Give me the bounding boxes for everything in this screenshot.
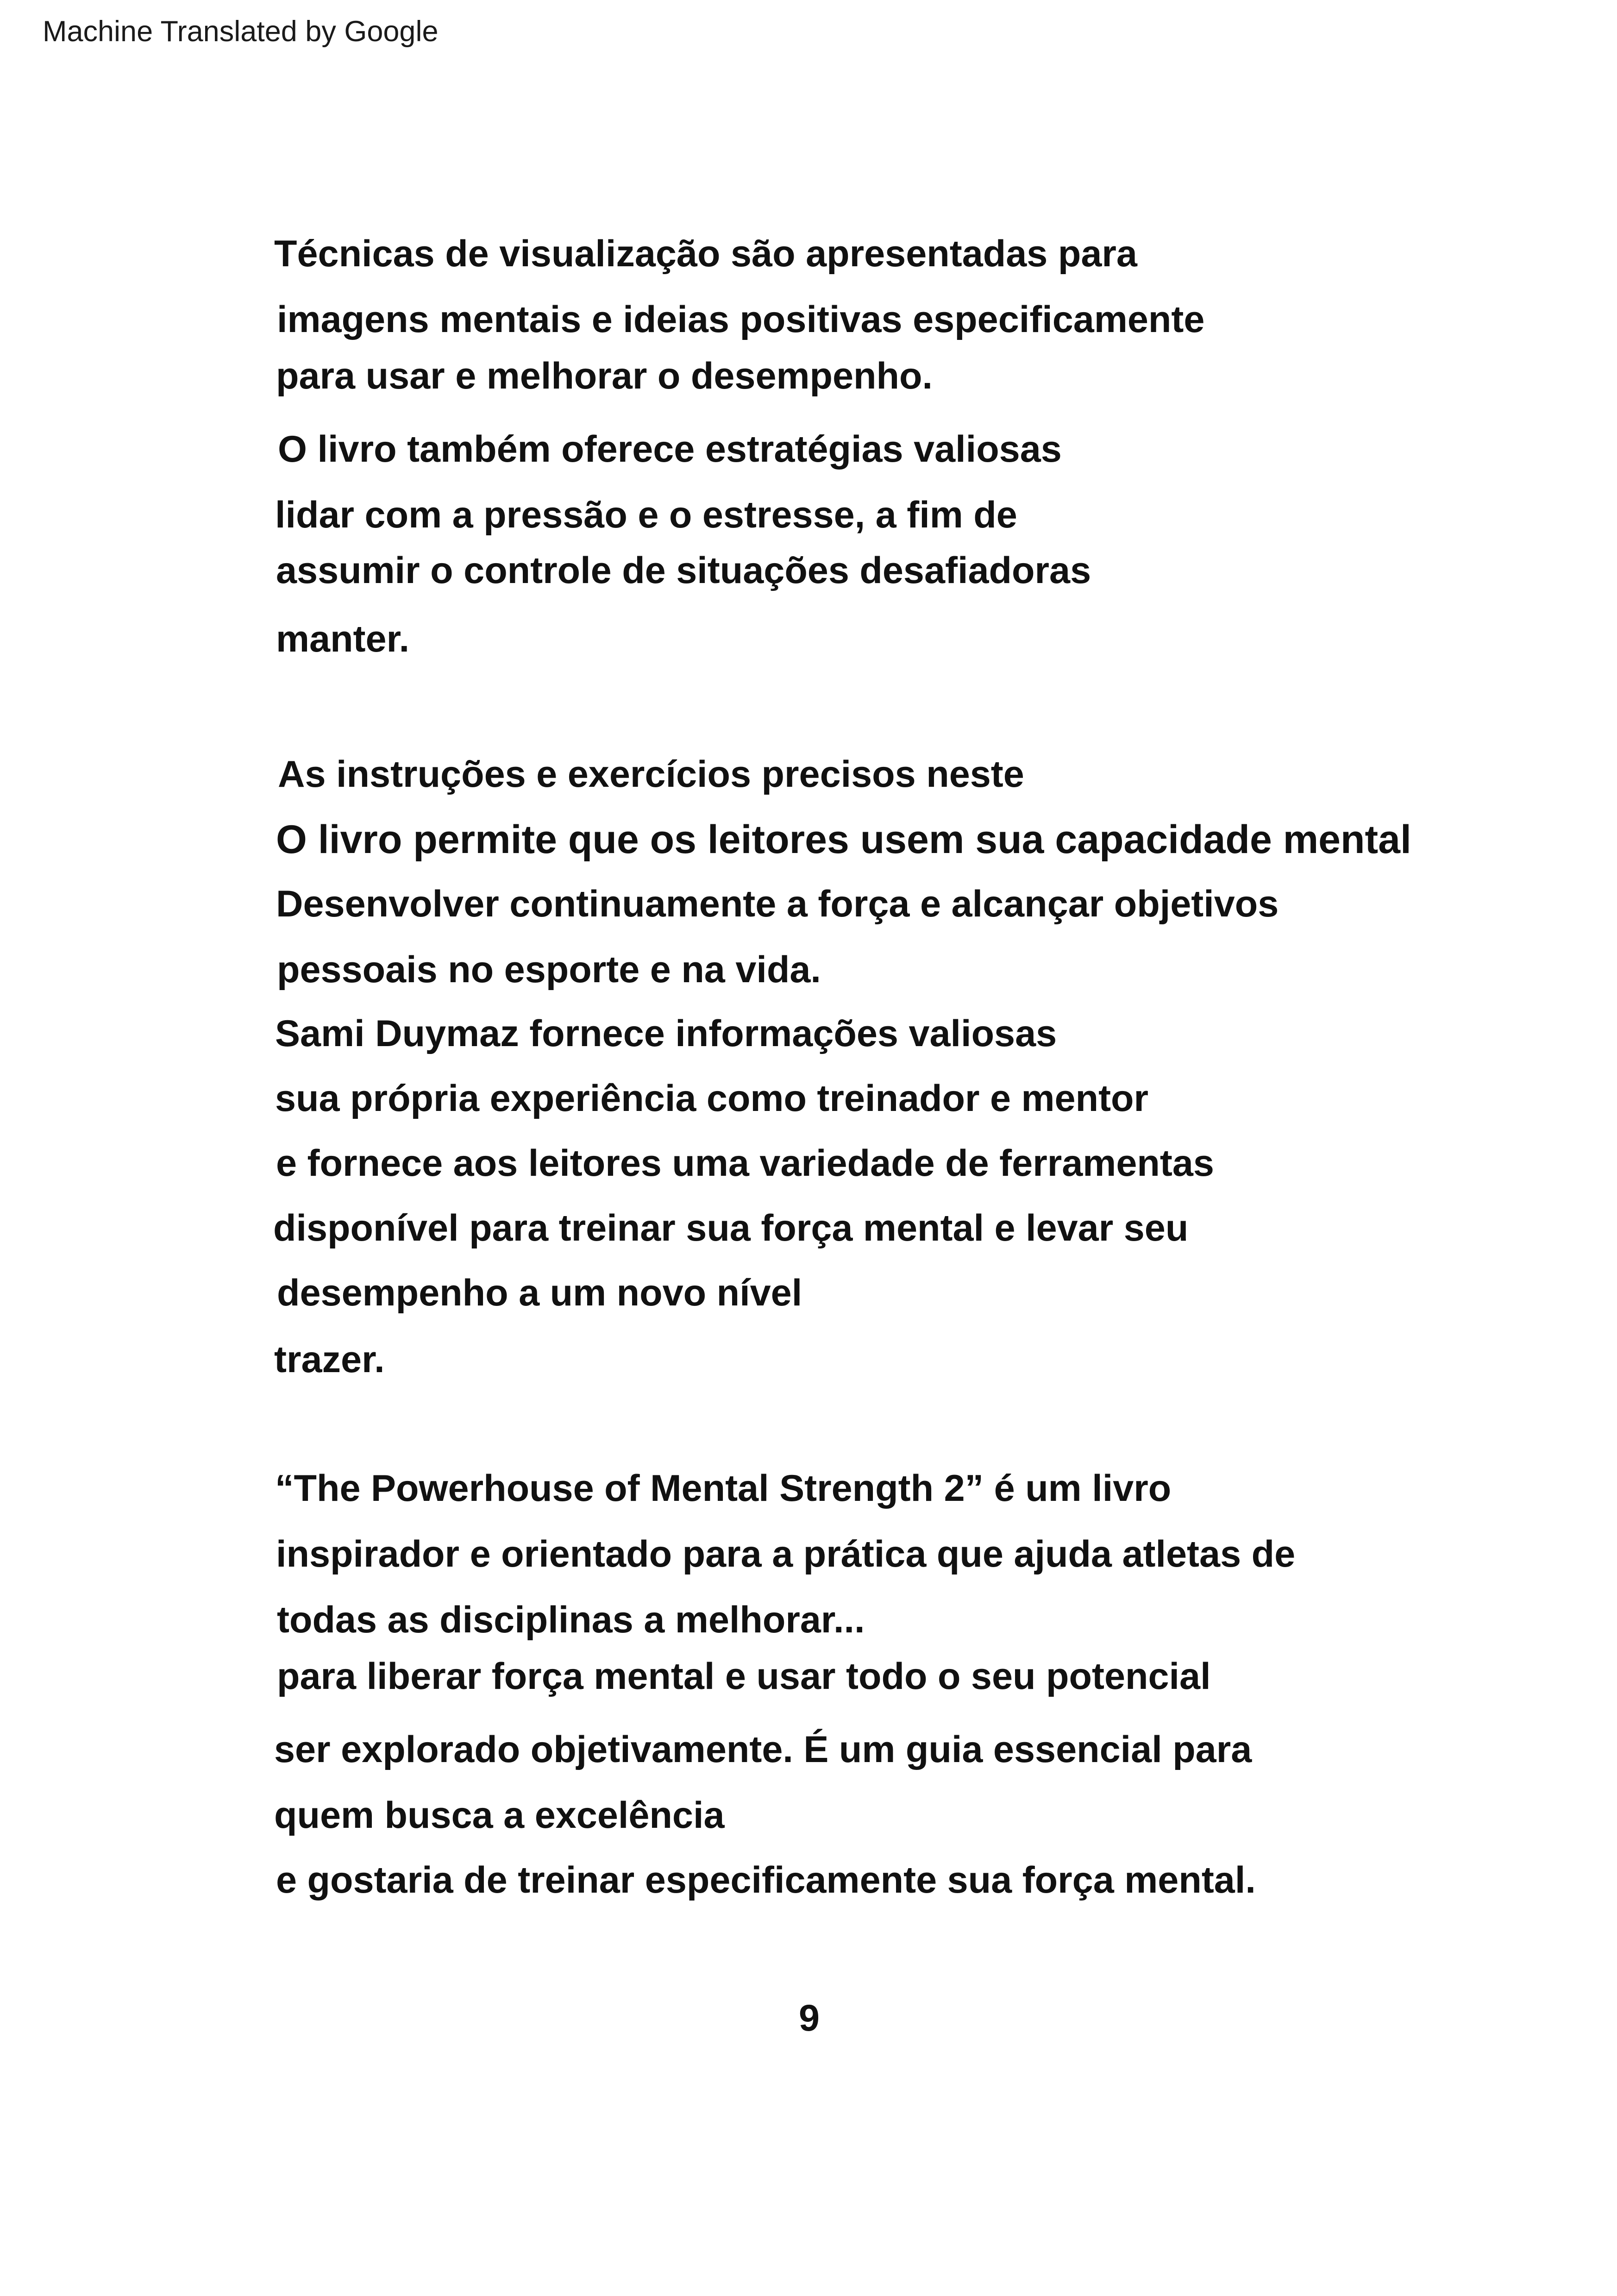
text-line: ser explorado objetivamente. É um guia essencial para <box>274 1729 1252 1770</box>
text-line: lidar com a pressão e o estresse, a fim de <box>275 494 1017 536</box>
text-line: Desenvolver continuamente a força e alcançar objetivos <box>276 883 1279 925</box>
text-line: sua própria experiência como treinador e mentor <box>275 1078 1149 1119</box>
text-line: imagens mentais e ideias positivas especificamente <box>277 299 1205 340</box>
text-line: O livro permite que os leitores usem sua capacidade mental <box>276 817 1411 862</box>
text-line: disponível para treinar sua força mental e levar seu <box>273 1207 1189 1249</box>
text-line: e gostaria de treinar especificamente sua força mental. <box>276 1859 1256 1901</box>
text-line: O livro também oferece estratégias valiosas <box>278 428 1062 470</box>
machine-translation-banner: Machine Translated by Google <box>43 15 439 48</box>
text-line: todas as disciplinas a melhorar... <box>277 1599 865 1641</box>
text-line: e fornece aos leitores uma variedade de ferramentas <box>276 1142 1214 1184</box>
text-line: quem busca a excelência <box>274 1794 725 1836</box>
text-line: para usar e melhorar o desempenho. <box>276 355 933 397</box>
text-line: pessoais no esporte e na vida. <box>277 949 821 991</box>
text-line: Técnicas de visualização são apresentadas para <box>274 233 1137 275</box>
text-line: desempenho a um novo nível <box>277 1272 802 1314</box>
text-line: As instruções e exercícios precisos neste <box>278 753 1024 795</box>
page-number: 9 <box>799 1997 820 2039</box>
text-line: assumir o controle de situações desafiadoras <box>276 550 1091 591</box>
text-line: manter. <box>276 618 410 660</box>
text-line: “The Powerhouse of Mental Strength 2” é um livro <box>275 1468 1172 1509</box>
text-line: Sami Duymaz fornece informações valiosas <box>275 1013 1057 1054</box>
text-line: inspirador e orientado para a prática que ajuda atletas de <box>276 1533 1296 1575</box>
text-line: para liberar força mental e usar todo o seu potencial <box>277 1656 1211 1697</box>
text-line: trazer. <box>274 1339 385 1380</box>
